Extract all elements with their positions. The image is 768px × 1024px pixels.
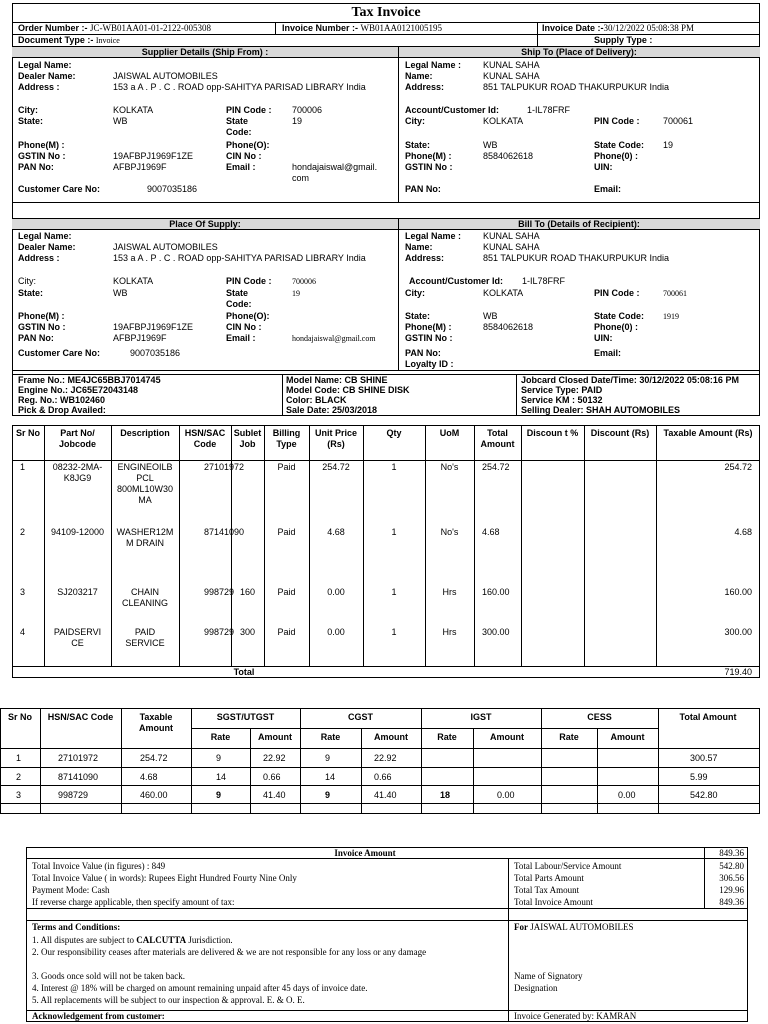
- divider: [26, 908, 748, 909]
- column-header: Taxable Amount: [139, 712, 173, 733]
- table-cell: 4.68: [140, 772, 158, 782]
- column-divider: [363, 425, 364, 666]
- value: 1-IL78FRF: [522, 276, 566, 286]
- value: WB: [483, 140, 498, 150]
- column-divider: [421, 708, 422, 814]
- table-cell: 0.00: [327, 627, 345, 637]
- signatory-name: Name of Signatory: [514, 971, 583, 981]
- column-divider: [658, 708, 659, 814]
- table-cell: Paid: [277, 627, 296, 637]
- place-of-supply-title: Place Of Supply:: [169, 219, 241, 229]
- column-header: CESS: [587, 712, 612, 722]
- invoice-date: Invoice Date :-30/12/2022 05:08:38 PM: [542, 23, 695, 33]
- row-divider: [0, 803, 760, 804]
- divider: [282, 374, 283, 416]
- label: PAN No:: [18, 162, 54, 172]
- table-cell: WASHER12M M DRAIN: [116, 527, 174, 548]
- table-cell: Paid: [277, 587, 296, 597]
- column-divider: [309, 425, 310, 666]
- table-cell: 4.68: [734, 527, 752, 537]
- label: CIN No :: [226, 151, 262, 161]
- table-cell: 2: [16, 772, 22, 782]
- row-divider: [0, 767, 760, 768]
- value: WB: [113, 288, 128, 298]
- acknowledgement: Acknowledgement from customer:: [32, 1011, 165, 1021]
- label: City:: [18, 276, 36, 286]
- table-cell: 1: [391, 527, 397, 537]
- table-cell: Paid: [277, 527, 296, 537]
- label: Address :: [18, 253, 60, 263]
- label: Email:: [594, 348, 622, 358]
- label: City:: [18, 105, 38, 115]
- label: Email :: [226, 333, 256, 343]
- table-cell: SJ203217: [57, 587, 98, 597]
- label: Address :: [18, 82, 60, 92]
- invoice-number: Invoice Number :- WB01AA0121005195: [282, 23, 443, 33]
- table-cell: 9: [216, 790, 222, 800]
- table-cell: 27101972: [58, 753, 99, 763]
- value: 700006: [292, 105, 323, 115]
- table-cell: 160.00: [482, 587, 510, 597]
- table-cell: 1: [391, 462, 397, 472]
- label: Phone(0) :: [594, 322, 638, 332]
- terms-title: Terms and Conditions:: [32, 922, 121, 932]
- label: UIN:: [594, 162, 613, 172]
- term-5: 5. All replacements will be subject to our inspection & approval. E. & O. E.: [32, 995, 305, 1005]
- value: JAISWAL AUTOMOBILES: [113, 242, 218, 252]
- column-divider: [361, 728, 362, 814]
- column-divider: [474, 425, 475, 666]
- column-divider: [597, 728, 598, 814]
- value: 19AFBPJ1969F1ZE: [113, 322, 194, 332]
- value: KOLKATA: [113, 276, 154, 286]
- column-divider: [300, 708, 301, 814]
- value: JAISWAL AUTOMOBILES: [113, 71, 218, 81]
- column-header: IGST: [470, 712, 492, 722]
- term-2: 2. Our responsibility ceases after materials are delivered & we are not responsible for any loss or any damage: [32, 947, 427, 957]
- label: Phone(O):: [226, 311, 270, 321]
- table-cell: 998729: [204, 587, 235, 597]
- sale-date: Sale Date: 25/03/2018: [286, 405, 378, 415]
- value: 1919: [663, 312, 679, 321]
- value: 1-IL78FRF: [527, 105, 571, 115]
- table-cell: 5.99: [690, 772, 708, 782]
- table-cell: No's: [440, 462, 459, 472]
- column-header: HSN/SAC Code: [47, 712, 114, 722]
- table-cell: 3: [16, 790, 22, 800]
- value: 8584062618: [483, 151, 534, 161]
- divider: [508, 858, 509, 1022]
- reverse-charge: If reverse charge applicable, then specify amount of tax:: [32, 897, 235, 907]
- reg-number: Reg. No.: WB102460: [18, 395, 106, 405]
- invoice-amount-title: Invoice Amount: [334, 848, 396, 858]
- column-header: Discoun t %: [526, 428, 579, 438]
- label: GSTIN No :: [18, 322, 66, 332]
- column-divider: [473, 728, 474, 814]
- table-cell: 41.40: [374, 790, 397, 800]
- table-cell: ENGINEOILB PCL 800ML10W30 MA: [116, 462, 174, 505]
- label: State:: [18, 116, 44, 126]
- column-header: HSN/SAC Code: [184, 428, 226, 449]
- value: WB: [483, 311, 498, 321]
- term-3: 3. Goods once sold will not be taken back.: [32, 971, 185, 981]
- label: City:: [405, 116, 425, 126]
- column-divider: [111, 425, 112, 666]
- table-cell: 18: [440, 790, 451, 800]
- table-cell: 1: [16, 753, 22, 763]
- label: Phone(M) :: [18, 140, 65, 150]
- table-cell: 300: [239, 627, 256, 637]
- divider: [26, 920, 748, 921]
- service-km: Service KM : 50132: [521, 395, 603, 405]
- table-cell: 300.57: [690, 753, 718, 763]
- column-divider: [191, 708, 192, 814]
- value: 153 a A . P . C . ROAD opp-SAHITYA PARISAD LIBRARY India: [113, 82, 366, 92]
- label: Dealer Name:: [18, 71, 76, 81]
- table-cell: 254.72: [724, 462, 752, 472]
- engine-number: Engine No.: JC65E72043148: [18, 385, 139, 395]
- row-divider: [191, 728, 658, 729]
- column-divider: [521, 425, 522, 666]
- table-cell: 22.92: [263, 753, 286, 763]
- value: KUNAL SAHA: [483, 71, 540, 81]
- label: Legal Name:: [18, 60, 72, 70]
- value: 153 a A . P . C . ROAD opp-SAHITYA PARISAD LIBRARY India: [113, 253, 366, 263]
- label: Phone(M) :: [405, 322, 452, 332]
- label: GSTIN No :: [18, 151, 66, 161]
- pick-drop: Pick & Drop Availed:: [18, 405, 106, 415]
- column-header: Billing Type: [272, 428, 301, 449]
- label: GSTIN No :: [405, 162, 453, 172]
- label: PAN No:: [18, 333, 54, 343]
- table-cell: 3: [20, 587, 26, 597]
- generated-by: Invoice Generated by: KAMRAN: [514, 1011, 637, 1021]
- term-1: 1. All disputes are subject to CALCUTTA Jurisdiction.: [32, 935, 233, 945]
- label: Dealer Name:: [18, 242, 76, 252]
- column-divider: [40, 708, 41, 814]
- table-cell: 998729: [58, 790, 89, 800]
- table-cell: 1: [391, 587, 397, 597]
- label: Legal Name:: [18, 231, 72, 241]
- value: KUNAL SAHA: [483, 231, 540, 241]
- label: State Code:: [226, 288, 252, 309]
- table-cell: 94109-12000: [50, 527, 105, 537]
- table-cell: 1: [391, 627, 397, 637]
- ship-to-title: Ship To (Place of Delivery):: [521, 47, 637, 57]
- label: PAN No:: [405, 348, 441, 358]
- label: Phone(O):: [226, 140, 270, 150]
- label: Phone(0) :: [594, 151, 638, 161]
- tax-label: Total Tax Amount: [514, 885, 580, 895]
- tax-value: 129.96: [719, 885, 744, 895]
- table-cell: 160: [239, 587, 256, 597]
- column-divider: [584, 425, 585, 666]
- divider: [398, 218, 399, 370]
- value: 851 TALPUKUR ROAD THAKURPUKUR India: [483, 253, 670, 263]
- value: 851 TALPUKUR ROAD THAKURPUKUR India: [483, 82, 670, 92]
- row-divider: [0, 785, 760, 786]
- table-cell: 1: [20, 462, 26, 472]
- column-divider: [264, 425, 265, 666]
- email-value: hondajaiswal@gmail.: [292, 162, 378, 172]
- invoice-total-value: 849.36: [719, 897, 744, 907]
- table-cell: 0.00: [327, 587, 345, 597]
- table-cell: 300.00: [724, 627, 752, 637]
- divider: [537, 22, 538, 46]
- table-cell: 87141090: [204, 527, 245, 537]
- table-cell: 0.66: [263, 772, 281, 782]
- table-cell: 2: [20, 527, 26, 537]
- column-header: Unit Price (Rs): [314, 428, 357, 449]
- column-header: Rate: [320, 732, 341, 742]
- label: CIN No :: [226, 322, 262, 332]
- column-header: Discount (Rs): [590, 428, 650, 438]
- column-header: Qty: [386, 428, 402, 438]
- divider: [12, 460, 760, 461]
- value: KOLKATA: [483, 288, 524, 298]
- label: Name:: [405, 242, 433, 252]
- items-total-value: 719.40: [724, 667, 752, 677]
- jobcard-closed: Jobcard Closed Date/Time: 30/12/2022 05:08:16 PM: [521, 375, 739, 385]
- payment-mode: Payment Mode: Cash: [32, 885, 110, 895]
- label: GSTIN No :: [405, 333, 453, 343]
- selling-dealer: Selling Dealer: SHAH AUTOMOBILES: [521, 405, 681, 415]
- column-header: Amount: [374, 732, 408, 742]
- divider: [398, 46, 399, 202]
- value: KOLKATA: [113, 105, 154, 115]
- table-cell: 9: [325, 753, 331, 763]
- total-figures: Total Invoice Value (in figures) : 849: [32, 861, 166, 871]
- divider: [275, 22, 276, 34]
- value: 19: [292, 289, 300, 298]
- column-header: Total Amount: [480, 428, 515, 449]
- label: Address:: [405, 82, 445, 92]
- label: Loyalty ID :: [405, 359, 454, 369]
- table-cell: 998729: [204, 627, 235, 637]
- table-cell: CHAIN CLEANING: [121, 587, 168, 608]
- label: Phone(M) :: [405, 151, 452, 161]
- value: AFBPJ1969F: [113, 333, 167, 343]
- label: Account/Customer Id:: [409, 276, 504, 286]
- table-cell: 4: [20, 627, 26, 637]
- value: 700061: [663, 116, 694, 126]
- table-cell: 254.72: [322, 462, 350, 472]
- table-cell: 160.00: [724, 587, 752, 597]
- label: Account/Customer Id:: [405, 105, 500, 115]
- table-cell: 14: [216, 772, 227, 782]
- label: PIN Code :: [226, 105, 272, 115]
- label: City:: [405, 288, 425, 298]
- invoice-amount-value: 849.36: [719, 848, 744, 858]
- column-header: UoM: [439, 428, 460, 438]
- model-name: Model Name: CB SHINE: [286, 375, 388, 385]
- label: State Code:: [226, 116, 252, 137]
- table-cell: 41.40: [263, 790, 286, 800]
- column-header: Sublet Job: [233, 428, 262, 449]
- table-cell: 0.00: [497, 790, 515, 800]
- table-cell: 254.72: [140, 753, 168, 763]
- bill-to-title: Bill To (Details of Recipient):: [518, 219, 640, 229]
- labour-label: Total Labour/Service Amount: [514, 861, 622, 871]
- label: Email :: [226, 162, 256, 172]
- for-dealer: For JAISWAL AUTOMOBILES: [514, 922, 634, 932]
- column-header: Amount: [258, 732, 292, 742]
- column-header: SGST/UTGST: [216, 712, 275, 722]
- value: 9007035186: [147, 184, 198, 194]
- label: State Code:: [594, 311, 645, 321]
- column-divider: [425, 425, 426, 666]
- label: State:: [405, 311, 431, 321]
- value: 8584062618: [483, 322, 534, 332]
- column-header: Sr No: [15, 428, 40, 438]
- divider: [516, 374, 517, 416]
- divider: [12, 202, 760, 203]
- table-cell: PAID SERVICE: [125, 627, 165, 648]
- column-divider: [656, 425, 657, 666]
- column-header: Taxable Amount (Rs): [663, 428, 753, 438]
- table-cell: Hrs: [442, 587, 457, 597]
- email-value: com: [292, 173, 310, 183]
- order-number: Order Number :- JC-WB01AA01-01-2122-005308: [18, 23, 212, 33]
- table-cell: 08232-2MA-K8JG9: [52, 462, 103, 483]
- label: Customer Care No:: [18, 348, 101, 358]
- designation: Designation: [514, 983, 558, 993]
- label: Legal Name :: [405, 231, 462, 241]
- value: WB: [113, 116, 128, 126]
- column-header: Rate: [437, 732, 457, 742]
- table-cell: 9: [325, 790, 331, 800]
- column-header: Amount: [610, 732, 645, 742]
- column-header: Description: [120, 428, 170, 438]
- label: Legal Name :: [405, 60, 462, 70]
- column-divider: [541, 708, 542, 814]
- row-divider: [0, 748, 760, 749]
- service-type: Service Type: PAID: [521, 385, 603, 395]
- table-cell: 87141090: [58, 772, 99, 782]
- value: 19: [292, 116, 303, 126]
- label: PIN Code :: [226, 276, 272, 286]
- value: KUNAL SAHA: [483, 60, 540, 70]
- column-divider: [121, 708, 122, 814]
- label: State:: [405, 140, 431, 150]
- value: 19: [663, 140, 674, 150]
- label: UIN:: [594, 333, 613, 343]
- table-cell: 4.68: [482, 527, 500, 537]
- frame-number: Frame No.: ME4JC65BBJ7014745: [18, 375, 161, 385]
- value: 19AFBPJ1969F1ZE: [113, 151, 194, 161]
- table-cell: 22.92: [374, 753, 397, 763]
- table-cell: 27101972: [204, 462, 245, 472]
- divider: [12, 370, 760, 371]
- parts-label: Total Parts Amount: [514, 873, 584, 883]
- table-cell: 4.68: [327, 527, 345, 537]
- column-divider: [179, 425, 180, 666]
- supplier-details-title: Supplier Details (Ship From) :: [141, 47, 269, 57]
- column-header: Part No/ Jobcode: [58, 428, 96, 449]
- column-header: Rate: [559, 732, 579, 742]
- table-cell: 254.72: [482, 462, 510, 472]
- label: Customer Care No:: [18, 184, 101, 194]
- table-cell: 14: [325, 772, 336, 782]
- table-cell: 300.00: [482, 627, 510, 637]
- table-cell: Paid: [277, 462, 296, 472]
- table-cell: No's: [440, 527, 459, 537]
- value: 700006: [292, 277, 316, 286]
- table-cell: 9: [216, 753, 222, 763]
- invoice-header-frame: [12, 3, 760, 416]
- labour-value: 542.80: [719, 861, 744, 871]
- parts-value: 306.56: [719, 873, 744, 883]
- label: State Code:: [594, 140, 645, 150]
- total-words: Total Invoice Value ( in words): Rupees Eight Hundred Fourty Nine Only: [32, 873, 297, 883]
- color: Color: BLACK: [286, 395, 347, 405]
- value: KOLKATA: [483, 116, 524, 126]
- invoice-total-label: Total Invoice Amount: [514, 897, 593, 907]
- label: Email:: [594, 184, 622, 194]
- table-cell: 0.00: [618, 790, 636, 800]
- supply-type: Supply Type :: [594, 35, 653, 45]
- value: AFBPJ1969F: [113, 162, 167, 172]
- table-cell: 460.00: [140, 790, 168, 800]
- value: KUNAL SAHA: [483, 242, 540, 252]
- label: Name:: [405, 71, 433, 81]
- value: 9007035186: [130, 348, 181, 358]
- label: Phone(M) :: [18, 311, 65, 321]
- table-cell: 542.80: [690, 790, 718, 800]
- model-code: Model Code: CB SHINE DISK: [286, 385, 410, 395]
- column-header: Sr No: [7, 712, 32, 722]
- label: State:: [18, 288, 44, 298]
- value: 700061: [663, 289, 687, 298]
- column-header: Total Amount: [679, 712, 737, 722]
- label: PIN Code :: [594, 288, 640, 298]
- column-header: CGST: [347, 712, 373, 722]
- table-cell: Hrs: [442, 627, 457, 637]
- column-header: Amount: [490, 732, 524, 742]
- label: Address:: [405, 253, 445, 263]
- table-cell: PAIDSERVI CE: [53, 627, 102, 648]
- term-4: 4. Interest @ 18% will be charged on amount remaining unpaid after 45 days of invoice date.: [32, 983, 368, 993]
- column-header: Rate: [210, 732, 231, 742]
- document-type: Document Type :- Invoice: [18, 35, 120, 45]
- items-total-label: Total: [233, 667, 255, 677]
- table-cell: 0.66: [374, 772, 392, 782]
- email-value: hondajaiswal@gmail.com: [292, 334, 376, 343]
- label: PIN Code :: [594, 116, 640, 126]
- label: PAN No:: [405, 184, 441, 194]
- column-divider: [250, 728, 251, 814]
- page-title: Tax Invoice: [351, 5, 421, 20]
